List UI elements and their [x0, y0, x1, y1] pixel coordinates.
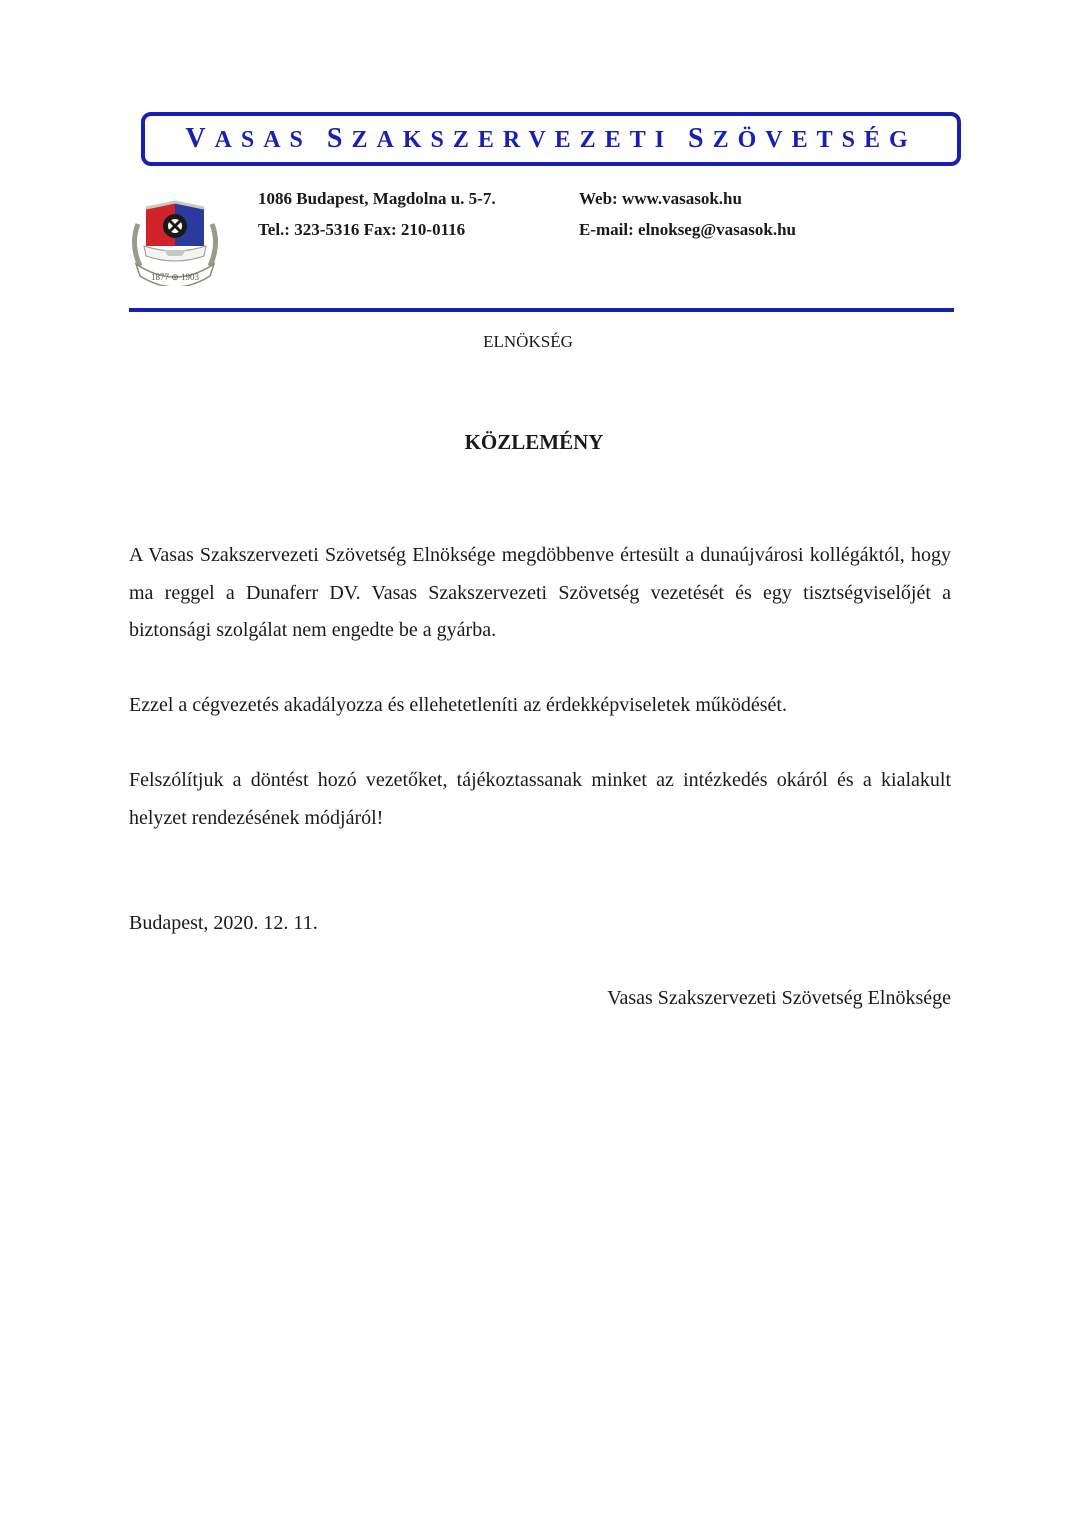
department-label: ELNÖKSÉG [483, 332, 573, 351]
phone-fax: Tel.: 323-5316 Fax: 210-0116 [258, 220, 466, 239]
svg-text:1877 ⊕ 1903: 1877 ⊕ 1903 [150, 272, 200, 282]
email-address: E-mail: elnokseg@vasasok.hu [579, 220, 797, 239]
organization-name [185, 123, 916, 155]
org-name-word: ZÖVETSÉG [712, 127, 917, 153]
org-name-initial: S [326, 123, 352, 154]
signature-line: Vasas Szakszervezeti Szövetség Elnöksége [607, 987, 951, 1009]
website: Web: www.vasasok.hu [579, 189, 742, 208]
header-divider [129, 308, 954, 312]
org-name-word: ZAKSZERVEZETI [351, 127, 674, 153]
contact-online-block [579, 183, 796, 245]
org-name-initial: S [688, 123, 713, 154]
postal-address: 1086 Budapest, Magdolna u. 5-7. [258, 189, 496, 208]
body-paragraph: Ezzel a cégvezetés akadályozza és ellehetetleníti az érdekképviseletek működését. [129, 694, 787, 716]
document-title: KÖZLEMÉNY [464, 430, 604, 454]
org-name-word: ASAS [214, 127, 312, 153]
letterhead-banner [141, 112, 961, 166]
place-and-date: Budapest, 2020. 12. 11. [129, 912, 318, 934]
contact-address-block [258, 183, 496, 245]
body-paragraph: A Vasas Szakszervezeti Szövetség Elnöksége megdöbbenve értesült a dunaújvárosi kollégáktól, hogy ma reggel a Dunaferr DV. Vasas Szakszervezeti Szövetség vezetését és egy tisztségviselőjét a biztonsági szolgálat nem engedte be a gyárba. [129, 544, 951, 641]
body-paragraph: Felszólítjuk a döntést hozó vezetőket, tájékoztassanak minket az intézkedés okáról és a kialakult helyzet rendezésének módjáról! [129, 769, 951, 829]
org-name-initial: V [185, 123, 215, 154]
union-emblem-logo [128, 194, 222, 286]
